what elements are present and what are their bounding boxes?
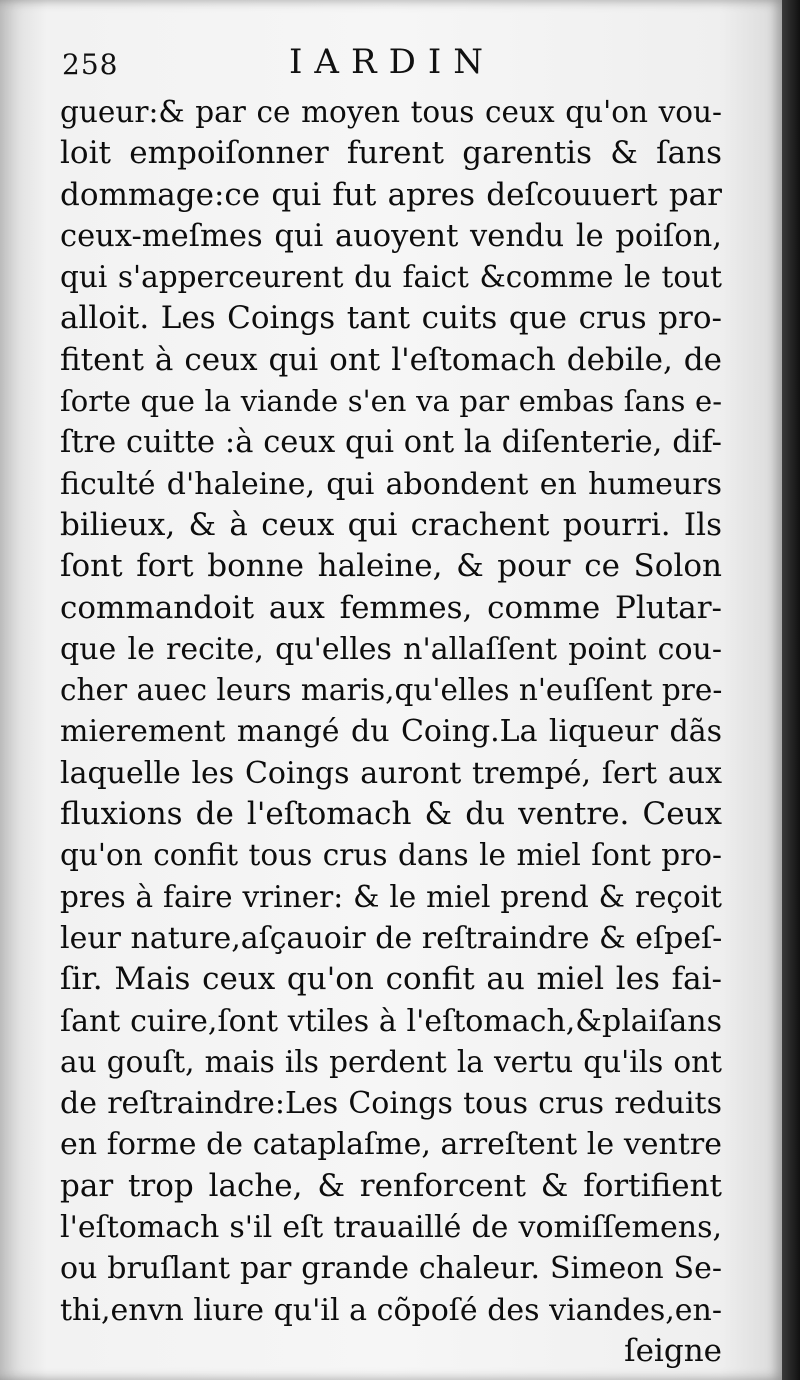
text-line: mierement mangé du Coing.La liqueur dãs [60, 714, 722, 750]
page-number: 258 [62, 48, 119, 81]
text-line: fluxions de l'eſtomach & du ventre. Ceux [60, 796, 722, 833]
text-line: qu'on confit tous crus dans le miel ſont pro- [60, 838, 722, 873]
text-line: ceux-meſmes qui auoyent vendu le poiſon, [60, 218, 722, 254]
text-line: dommage:ce qui fut apres deſcouuert par [60, 176, 722, 213]
body-text [60, 92, 722, 1372]
text-line: leur nature,aſçauoir de reſtraindre & eſpeſ- [60, 920, 723, 956]
text-line: alloit. Les Coings tant cuits que crus pro- [60, 300, 722, 337]
text-line: en forme de cataplaſme, arreſtent le ventre [60, 1127, 722, 1163]
text-line: qui s'apperceurent du faict &comme le tout [60, 260, 722, 295]
text-line: au gouſt, mais ils perdent la vertu qu'ils ont [60, 1044, 722, 1079]
page-header [62, 38, 722, 90]
text-line: ficulté d'haleine, qui abondent en humeurs [60, 466, 722, 502]
text-line: ſont fort bonne haleine, & pour ce Solon [60, 548, 722, 585]
text-line: thi,envn liure qu'il a cõpoſé des viandes,en- [60, 1292, 722, 1328]
running-head: IARDIN [288, 42, 496, 82]
catchword: ſeigne [624, 1332, 722, 1369]
text-line: ſtre cuitte :à ceux qui ont la diſenterie, dif- [60, 425, 722, 461]
text-line: ſant cuire,ſont vtiles à l'eſtomach,&plaiſans [60, 1003, 722, 1039]
text-line: ſir. Mais ceux qu'on confit au miel les fai- [60, 961, 722, 998]
page-edge-shadow [782, 0, 800, 1380]
text-line: commandoit aux femmes, comme Plutar- [60, 589, 722, 626]
text-line: fitent à ceux qui ont l'eſtomach debile, de [60, 341, 722, 378]
text-line: l'eſtomach s'il eſt trauaillé de vomiſſemens, [60, 1210, 722, 1246]
text-line: de reſtraindre:Les Coings tous crus reduits [60, 1086, 722, 1122]
text-line: gueur:& par ce moyen tous ceux qu'on vou- [60, 95, 722, 129]
text-line: laquelle les Coings auront trempé, ſert aux [60, 755, 722, 791]
text-line: par trop lache, & renforcent & fortifient [60, 1167, 722, 1204]
text-line: ſorte que la viande s'en va par embas ſans e- [60, 384, 722, 419]
text-line: loit empoiſonner furent garentis & ſans [60, 135, 722, 172]
text-line: bilieux, & à ceux qui crachent pourri. Ils [60, 506, 722, 543]
text-line: ou bruſlant par grande chaleur. Simeon Se- [60, 1251, 722, 1287]
text-line: pres à faire vriner: & le miel prend & reçoit [60, 879, 722, 914]
text-line: cher auec leurs maris,qu'elles n'euſſent pre- [60, 673, 723, 708]
text-line: que le recite, qu'elles n'allaſſent point cou- [60, 631, 722, 667]
